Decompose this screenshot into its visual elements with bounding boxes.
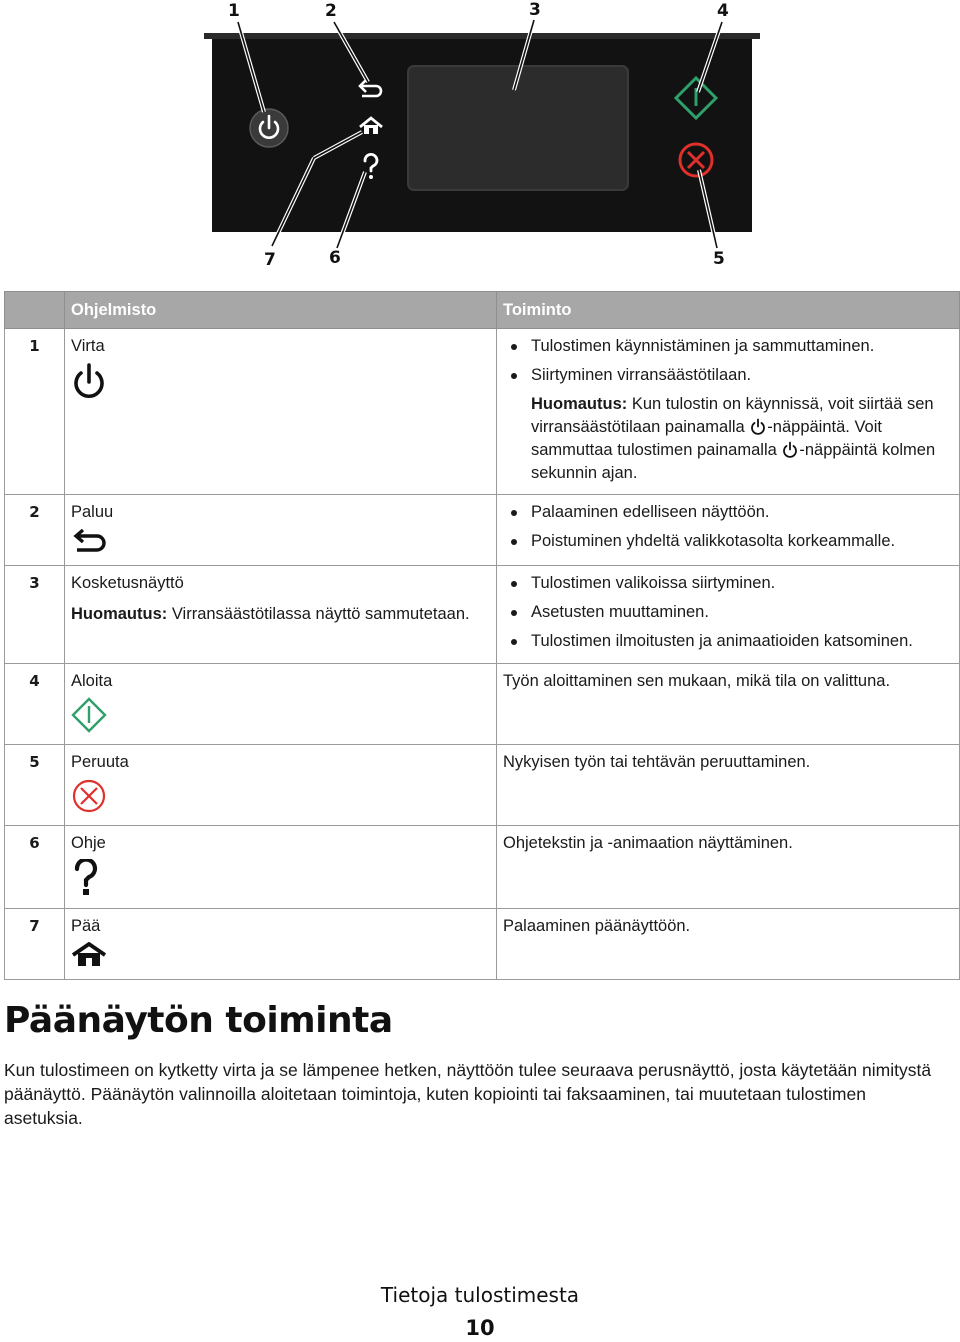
note-text: Virransäästötilassa näyttö sammutetaan. [171,605,470,623]
callout-5: 5 [713,249,725,269]
table-row [5,329,960,495]
callout-3: 3 [529,0,541,20]
list-item: Tulostimen valikoissa siirtyminen. [503,572,953,595]
row-number: 4 [5,664,65,745]
callout-2: 2 [325,1,337,21]
note-label: Huomautus: [71,605,168,623]
home-icon [71,942,490,975]
control-panel-table [4,291,960,980]
start-icon [71,697,490,740]
row-number: 1 [5,329,65,495]
footer-chapter-title: Tietoja tulostimesta [380,1283,580,1307]
row-name: Aloita [71,672,113,690]
page-number: 10 [465,1316,495,1340]
list-item: Poistuminen yhdeltä valikkotasolta korkeammalle. [503,530,953,553]
row-number: 5 [5,745,65,826]
header-number [5,292,65,329]
back-icon [71,528,490,561]
callout-1: 1 [228,1,240,21]
list-item: Tulostimen käynnistäminen ja sammuttaminen. [503,335,953,358]
row-name: Peruuta [71,753,129,771]
callout-4: 4 [717,1,729,21]
function-list [503,501,953,553]
table-row [5,664,960,745]
control-panel-illustration [0,0,960,280]
callout-6: 6 [329,248,341,268]
power-icon [782,441,798,458]
function-text: Ohjetekstin ja -animaation näyttäminen. [497,826,960,909]
section-heading: Päänäytön toiminta [4,1000,393,1041]
row-number: 3 [5,566,65,664]
list-item: Tulostimen ilmoitusten ja animaatioiden katsominen. [503,630,953,653]
row-name: Ohje [71,834,106,852]
help-icon [71,859,490,904]
table-header-row [5,292,960,329]
table-row [5,826,960,909]
note-text-3: -näppäintä kolmen sekunnin ajan. [531,441,936,482]
row-number: 6 [5,826,65,909]
row-number: 2 [5,495,65,566]
touchscreen-note [71,603,490,626]
power-button [250,109,288,147]
power-note [503,393,953,485]
list-item: Siirtyminen virransäästötilaan. [503,364,953,387]
note-text-1: Kun tulostin on käynnissä, voit siirtää sen virransäästötilaan painamalla [531,395,934,436]
table-row [5,495,960,566]
table-row [5,745,960,826]
note-label: Huomautus: [531,395,628,413]
header-function: Toiminto [497,292,960,329]
table-row [5,909,960,980]
list-item: Asetusten muuttaminen. [503,601,953,624]
note-text-2: -näppäintä. Voit sammuttaa tulostimen painamalla [531,418,882,459]
table-row [5,566,960,664]
power-icon [750,418,766,435]
touch-screen [408,66,628,190]
list-item: Palaaminen edelliseen näyttöön. [503,501,953,524]
function-list [503,572,953,653]
row-name: Virta [71,337,105,355]
row-name: Paluu [71,503,114,521]
function-text: Palaaminen päänäyttöön. [497,909,960,980]
callout-7: 7 [264,250,276,270]
row-number: 7 [5,909,65,980]
function-text: Nykyisen työn tai tehtävän peruuttaminen. [497,745,960,826]
cancel-icon [71,778,490,821]
power-icon [71,362,490,409]
section-paragraph: Kun tulostimeen on kytketty virta ja se lämpenee hetken, näyttöön tulee seuraava perusnäyttö, josta käytetään nimitystä päänäyttö. Päänäytön valinnoilla aloitetaan toimintoja, kuten kopiointi tai faksaaminen, tai muutetaan tulostimen asetuksia. [4,1060,932,1128]
function-text: Työn aloittaminen sen mukaan, mikä tila on valittuna. [497,664,960,745]
function-list [503,335,953,387]
printer-control-panel-figure [0,0,960,280]
row-name: Kosketusnäyttö [71,574,184,592]
row-name: Pää [71,917,101,935]
header-software: Ohjelmisto [65,292,497,329]
